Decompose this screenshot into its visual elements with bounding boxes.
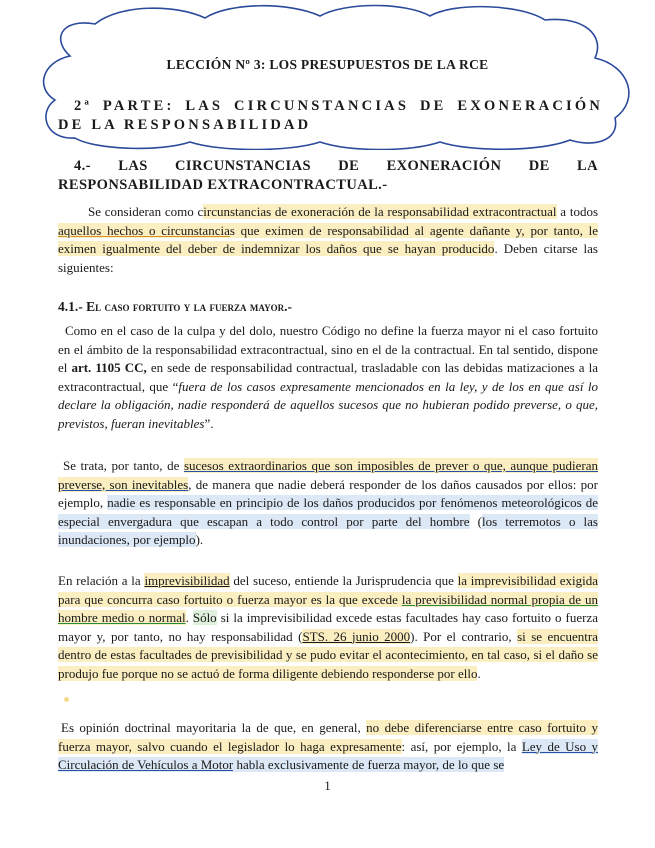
subsection-number: 4.1.- E bbox=[58, 299, 96, 314]
p2-highlight: nadie es responsable en principio de los daños producidos por fenómenos meteorológicos de especial envergadura que escapan a todo control por parte del hombre bbox=[58, 495, 598, 529]
highlight-mark bbox=[64, 697, 69, 702]
p2-underline: sucesos extraordinarios que son imposibles de prever o que, aunque pudieran preverse, son inevitables bbox=[58, 458, 598, 492]
part-title bbox=[58, 97, 603, 135]
p3-citation: STS. 26 junio 2000 bbox=[302, 628, 411, 644]
p2-text: Se trata, por tanto, de bbox=[63, 458, 184, 473]
p2-text: , de manera que nadie deberá responder de los daños causados por ellos: por ejemplo, bbox=[58, 476, 598, 510]
p4-text: Es opinión doctrinal mayoritaria la de que, en general, bbox=[61, 720, 367, 735]
part-title-text: 2ª PARTE: LAS CIRCUNSTANCIAS DE EXONERACIÓN DE LA RESPONSABILIDAD bbox=[58, 98, 603, 133]
paragraph-1 bbox=[58, 322, 598, 433]
p3-text: ). Por el contrario, bbox=[410, 628, 518, 644]
p3-highlight: la imprevisibilidad exigida para que concurra caso fortuito o fuerza mayor es la que excede bbox=[58, 573, 598, 607]
p4-highlight: habla exclusivamente de fuerza mayor, de lo que se bbox=[233, 757, 505, 772]
p1-article: art. 1105 CC, bbox=[71, 360, 147, 375]
page-number: 1 bbox=[324, 778, 331, 793]
intro-highlight: e eximen igualmente del deber de indemnizar los daños que se hayan producido bbox=[58, 222, 598, 256]
p3-underline: imprevisibilidad bbox=[144, 573, 230, 588]
p4-highlight: no debe diferenciarse entre caso fortuito y fuerza mayor, salvo cuando el legislador lo haga expresamente bbox=[58, 720, 598, 754]
p3-highlight: si se encuentra dentro de estas facultades de previsibilidad y se pudo evitar el acontecimiento, en tal caso, si el daño se produjo fue porque no se actuó de forma diligente debiendo responderse por ello bbox=[58, 628, 598, 681]
subsection-title: l caso fortuito y la fuerza mayor.- bbox=[95, 299, 292, 314]
p3-highlight: Sólo bbox=[192, 610, 217, 625]
section-heading-text: 4.- LAS CIRCUNSTANCIAS DE EXONERACIÓN DE LA RESPONSABILIDAD EXTRACONTRACTUAL.- bbox=[58, 158, 598, 193]
p3-text: . bbox=[477, 665, 481, 681]
paragraph-3 bbox=[58, 572, 598, 683]
subsection-heading bbox=[58, 299, 292, 315]
p3-text: . bbox=[185, 610, 193, 625]
intro-text: . Deben citarse las siguientes: bbox=[58, 241, 598, 275]
section-heading bbox=[58, 157, 598, 195]
p2-text: ( bbox=[469, 513, 482, 529]
p3-text: En relación a la bbox=[58, 573, 145, 588]
p2-text: ). bbox=[195, 532, 204, 547]
intro-underline: aquellos hechos o circunstancia bbox=[58, 222, 230, 238]
intro-text: a todos bbox=[556, 204, 599, 219]
intro-highlight: ircunstancias de exoneración de la responsabilidad extracontractual bbox=[203, 204, 557, 219]
p1-text: Como en el caso de la culpa y del dolo, nuestro Código no define la fuerza mayor ni el caso fortuito en el ámbito de la responsabilidad extracontractual, sino en el de la contractual. En tal sentido, dispone el bbox=[58, 323, 598, 375]
intro-highlight: s que eximen de responsabilidad al agente dañante y, por tanto, l bbox=[229, 222, 593, 238]
intro-text: Se consideran como c bbox=[88, 204, 204, 219]
p1-text: ”. bbox=[204, 415, 214, 431]
lesson-title: LECCIÓN Nº 3: LOS PRESUPUESTOS DE LA RCE bbox=[166, 57, 489, 72]
p4-law-link: Ley de Uso y Circulación de Vehículos a Motor bbox=[58, 738, 599, 772]
p2-highlight: los terremotos o las inundaciones, por ejemplo bbox=[58, 513, 598, 547]
p1-quote: fuera de los casos expresamente mencionados en la ley, y de los en que así lo declare la obligación, nadie responderá de aquellos sucesos que no hubieran podido preverse, o que, previstos, fueran inevitables bbox=[58, 378, 598, 431]
p3-text: del suceso, entiende la Jurisprudencia que bbox=[229, 573, 458, 588]
p4-text: : así, por ejemplo, la bbox=[401, 738, 522, 754]
intro-paragraph bbox=[58, 203, 598, 277]
p3-text: si la imprevisibilidad excede estas facultades hay caso fortuito o fuerza mayor y, por tanto, no hay responsabilidad ( bbox=[58, 610, 598, 644]
p3-underline: la previsibilidad normal propia de un hombre medio o normal bbox=[58, 591, 598, 625]
paragraph-4 bbox=[58, 719, 598, 775]
paragraph-2 bbox=[58, 457, 598, 550]
p1-text: en sede de responsabilidad contractual, trasladable con las debidas matizaciones a la extracontractual, que “ bbox=[58, 360, 598, 394]
